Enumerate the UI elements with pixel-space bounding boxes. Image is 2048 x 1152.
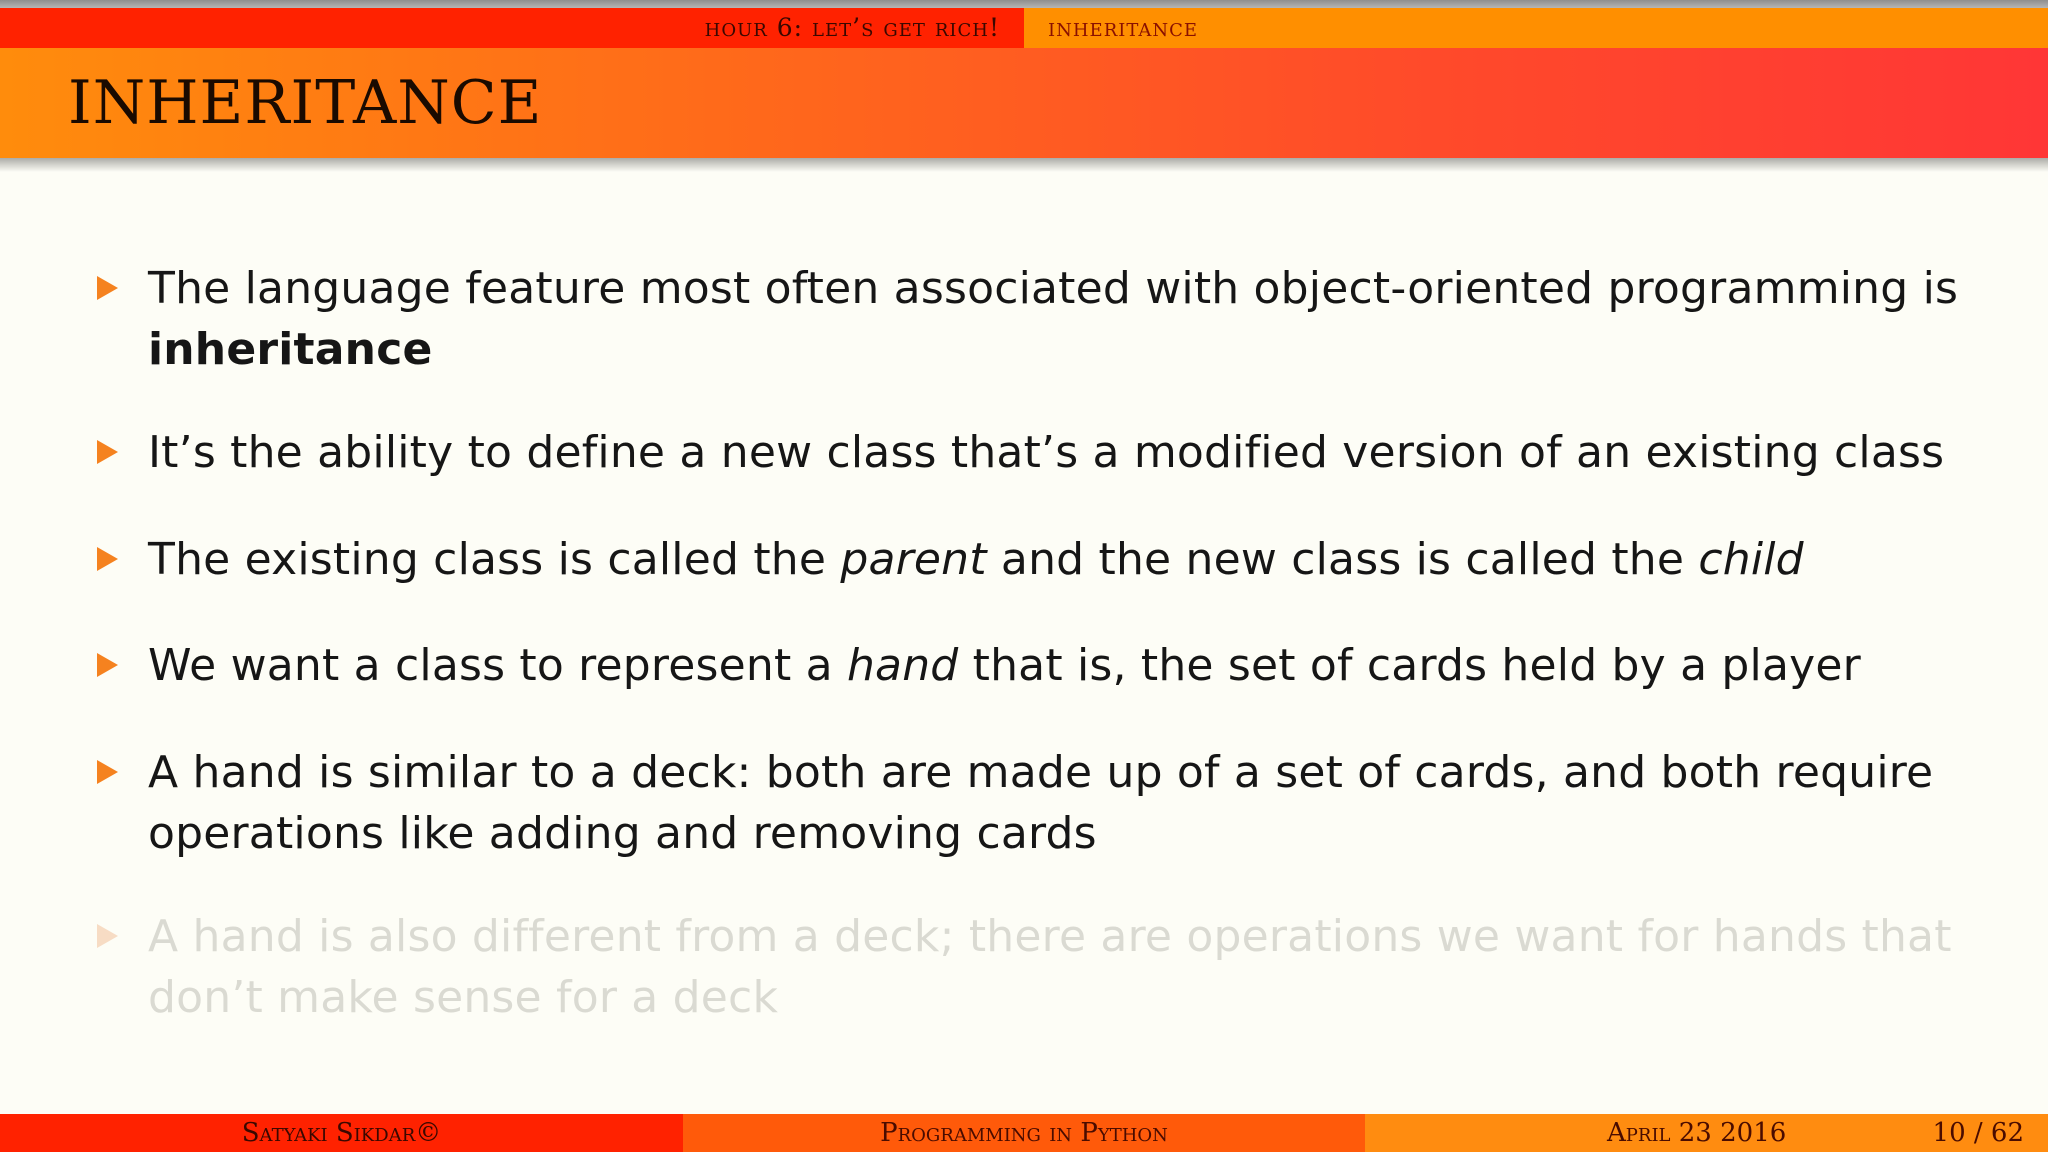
triangle-right-icon	[97, 276, 118, 300]
frame-title-shadow	[0, 158, 2048, 172]
footer-bar	[0, 1114, 2048, 1152]
bullet-text	[148, 258, 1988, 380]
bullet-text-italic: hand	[846, 640, 959, 691]
slide-title: INHERITANCE	[68, 68, 543, 138]
bullet-text-part: The language feature most often associated with object-oriented programming is	[148, 263, 1959, 314]
bullet-text-italic: child	[1698, 534, 1804, 585]
bullet-text-part: It’s the ability to define a new class that’s a modified version of an existing class	[148, 427, 1945, 478]
triangle-right-icon	[97, 653, 118, 677]
triangle-right-icon	[97, 760, 118, 784]
headline-section-label[interactable]: hour 6: let’s get rich!	[704, 13, 1000, 42]
footer-date: April 23 2016	[1607, 1118, 1787, 1148]
triangle-right-icon	[97, 547, 118, 571]
bullet-text	[148, 906, 1988, 1028]
bullet-text	[148, 422, 1988, 483]
footer-title	[683, 1114, 1365, 1152]
bullet-text	[148, 635, 1988, 696]
bullet-text-part: that is, the set of cards held by a player	[958, 640, 1861, 691]
headline-subsection-label[interactable]: inheritance	[1048, 13, 1199, 42]
footer-page-number: 10 / 62	[1932, 1118, 2024, 1148]
footer-author-label: Satyaki Sikdar©	[241, 1118, 442, 1148]
footer-author	[0, 1114, 683, 1152]
footer-title-label: Programming in Python	[880, 1118, 1168, 1148]
bullet-text-part: A hand is similar to a deck: both are made up of a set of cards, and both require operations like adding and removing cards	[148, 747, 1934, 859]
triangle-right-icon	[97, 440, 118, 464]
footer-date-page	[1365, 1114, 2048, 1152]
bullet-text	[148, 742, 1988, 864]
bullet-text-bold: inheritance	[148, 324, 433, 375]
bullet-text-part: A hand is also different from a deck; there are operations we want for hands that don’t make sense for a deck	[148, 911, 1952, 1023]
headline-section	[0, 8, 1024, 48]
top-edge	[0, 0, 2048, 8]
headline-subsection	[1024, 8, 2048, 48]
triangle-right-icon	[97, 924, 118, 948]
bullet-text	[148, 529, 1988, 590]
headline-bar	[0, 8, 2048, 48]
bullet-text-italic: parent	[840, 534, 987, 585]
bullet-text-part: and the new class is called the	[986, 534, 1699, 585]
bullet-text-part: The existing class is called the	[148, 534, 841, 585]
frame-title-bar	[0, 48, 2048, 158]
bullet-text-part: We want a class to represent a	[148, 640, 847, 691]
